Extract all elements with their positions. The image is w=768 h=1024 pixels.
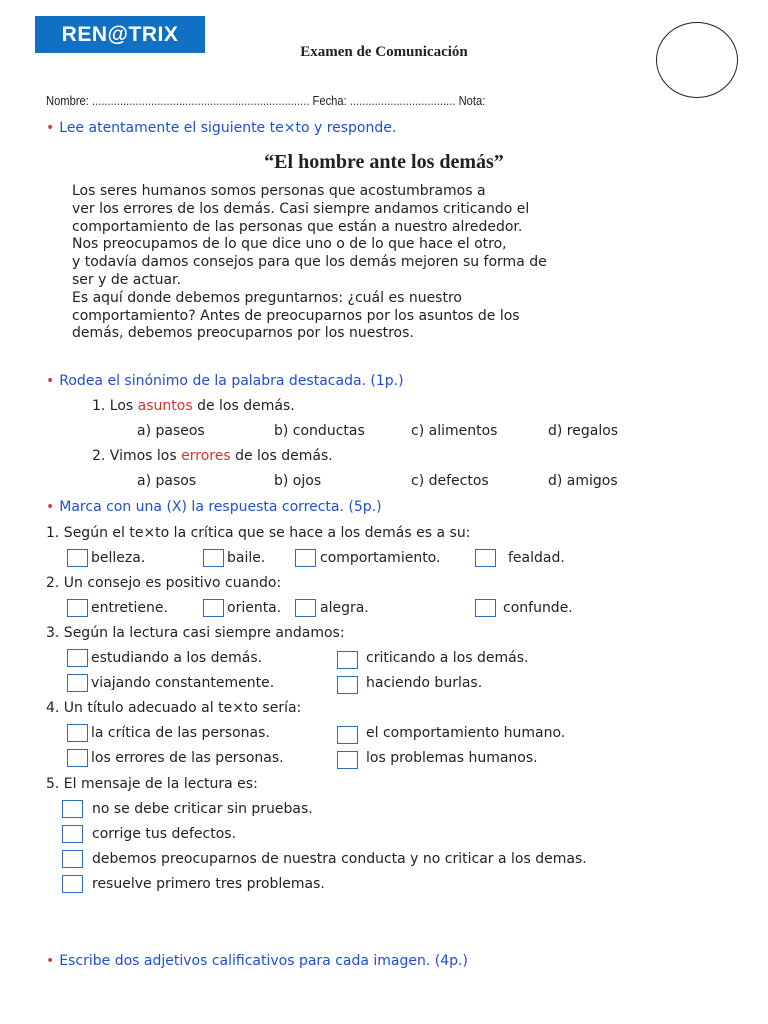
nombre-field[interactable]: ...................................................................... [91, 93, 310, 108]
question-2: 2. Un consejo es positivo cuando: [46, 575, 282, 591]
synonym-option[interactable]: b) conductas [274, 423, 365, 439]
answer-checkbox[interactable] [62, 850, 83, 868]
answer-checkbox[interactable] [62, 825, 83, 843]
answer-option: entretiene. [91, 600, 168, 616]
instruction-synonym-text: Rodea el sinónimo de la palabra destacada. (1p.) [59, 373, 404, 389]
fecha-field[interactable]: .................................. [349, 93, 456, 108]
answer-option: debemos preocuparnos de nuestra conducta y no criticar a los demas. [92, 851, 587, 867]
answer-checkbox[interactable] [67, 724, 88, 742]
bullet-icon: • [46, 373, 55, 389]
nombre-label: Nombre: [46, 93, 89, 108]
reading-passage [72, 183, 547, 343]
answer-option: los problemas humanos. [366, 750, 538, 766]
answer-checkbox[interactable] [67, 749, 88, 767]
answer-option: orienta. [227, 600, 282, 616]
instruction-read [46, 120, 396, 136]
answer-option: haciendo burlas. [366, 675, 483, 691]
answer-checkbox[interactable] [295, 549, 316, 567]
passage-line: comportamiento de las personas que están a nuestro alrededor. [72, 218, 523, 235]
nota-label: Nota: [458, 93, 486, 108]
synonym-option[interactable]: b) ojos [274, 473, 322, 489]
answer-checkbox[interactable] [203, 549, 224, 567]
answer-checkbox[interactable] [67, 674, 88, 692]
bullet-icon: • [46, 120, 55, 136]
instruction-mark-text: Marca con una (X) la respuesta correcta. (5p.) [59, 499, 382, 515]
bullet-icon: • [46, 953, 55, 969]
exam-title: Examen de Comunicación [300, 44, 468, 60]
highlighted-word: errores [181, 448, 231, 464]
passage-line: demás, debemos preocuparnos por los nuestros. [72, 325, 414, 342]
answer-option: criticando a los demás. [366, 650, 529, 666]
passage-line: ser y de actuar. [72, 271, 181, 288]
passage-line: comportamiento? Antes de preocuparnos por los asuntos de los [72, 307, 520, 324]
question-3: 3. Según la lectura casi siempre andamos: [46, 625, 345, 641]
passage-line: Nos preocupamos de lo que dice uno o de lo que hace el otro, [72, 236, 507, 253]
highlighted-word: asuntos [137, 398, 193, 414]
question-5: 5. El mensaje de la lectura es: [46, 776, 258, 792]
answer-option: el comportamiento humano. [366, 725, 566, 741]
synonym-option[interactable]: a) paseos [137, 423, 205, 439]
synonym-option[interactable]: d) regalos [548, 423, 619, 439]
synonym-option[interactable]: c) alimentos [411, 423, 498, 439]
question-1: 1. Según el te×to la crítica que se hace a los demás es a su: [46, 525, 471, 541]
answer-checkbox[interactable] [337, 751, 358, 769]
answer-option: viajando constantemente. [91, 675, 275, 691]
instruction-synonym [46, 373, 404, 389]
passage-line: Es aquí donde debemos preguntarnos: ¿cuál es nuestro [72, 289, 462, 306]
synonym-question-2: 2. Vimos los errores de los demás. [92, 448, 333, 464]
answer-option: comportamiento. [320, 550, 441, 566]
synonym-option[interactable]: c) defectos [411, 473, 489, 489]
answer-option: estudiando a los demás. [91, 650, 263, 666]
answer-checkbox[interactable] [203, 599, 224, 617]
answer-option: corrige tus defectos. [92, 826, 237, 842]
synonym-question-1: 1. Los asuntos de los demás. [92, 398, 295, 414]
answer-option: los errores de las personas. [91, 750, 284, 766]
instruction-adjectives [46, 953, 468, 969]
answer-option: baile. [227, 550, 266, 566]
passage-line: y todavía damos consejos para que los demás mejoren su forma de [72, 254, 547, 271]
synonym-option[interactable]: d) amigos [548, 473, 618, 489]
reading-title: “El hombre ante los demás” [264, 151, 504, 173]
renatrix-logo: REN@TRIX [35, 16, 205, 53]
instruction-mark [46, 499, 382, 515]
answer-option: la crítica de las personas. [91, 725, 270, 741]
answer-checkbox[interactable] [62, 875, 83, 893]
bullet-icon: • [46, 499, 55, 515]
synonym-option[interactable]: a) pasos [137, 473, 197, 489]
answer-checkbox[interactable] [475, 549, 496, 567]
answer-checkbox[interactable] [475, 599, 496, 617]
passage-line: ver los errores de los demás. Casi siempre andamos criticando el [72, 200, 530, 217]
passage-line: Los seres humanos somos personas que acostumbramos a [72, 183, 486, 199]
grade-circle [656, 22, 738, 98]
question-4: 4. Un título adecuado al te×to sería: [46, 700, 302, 716]
answer-checkbox[interactable] [67, 549, 88, 567]
answer-checkbox[interactable] [337, 726, 358, 744]
answer-checkbox[interactable] [67, 599, 88, 617]
answer-checkbox[interactable] [337, 676, 358, 694]
answer-checkbox[interactable] [337, 651, 358, 669]
answer-option: alegra. [320, 600, 369, 616]
answer-option: fealdad. [508, 550, 565, 566]
answer-option: belleza. [91, 550, 146, 566]
answer-option: resuelve primero tres problemas. [92, 876, 325, 892]
instruction-read-text: Lee atentamente el siguiente te×to y responde. [59, 120, 397, 136]
answer-option: confunde. [503, 600, 573, 616]
instruction-adjectives-text: Escribe dos adjetivos calificativos para cada imagen. (4p.) [59, 953, 468, 969]
answer-option: no se debe criticar sin pruebas. [92, 801, 313, 817]
answer-checkbox[interactable] [67, 649, 88, 667]
answer-checkbox[interactable] [62, 800, 83, 818]
answer-checkbox[interactable] [295, 599, 316, 617]
fecha-label: Fecha: [312, 93, 347, 108]
student-info-line [46, 93, 485, 108]
